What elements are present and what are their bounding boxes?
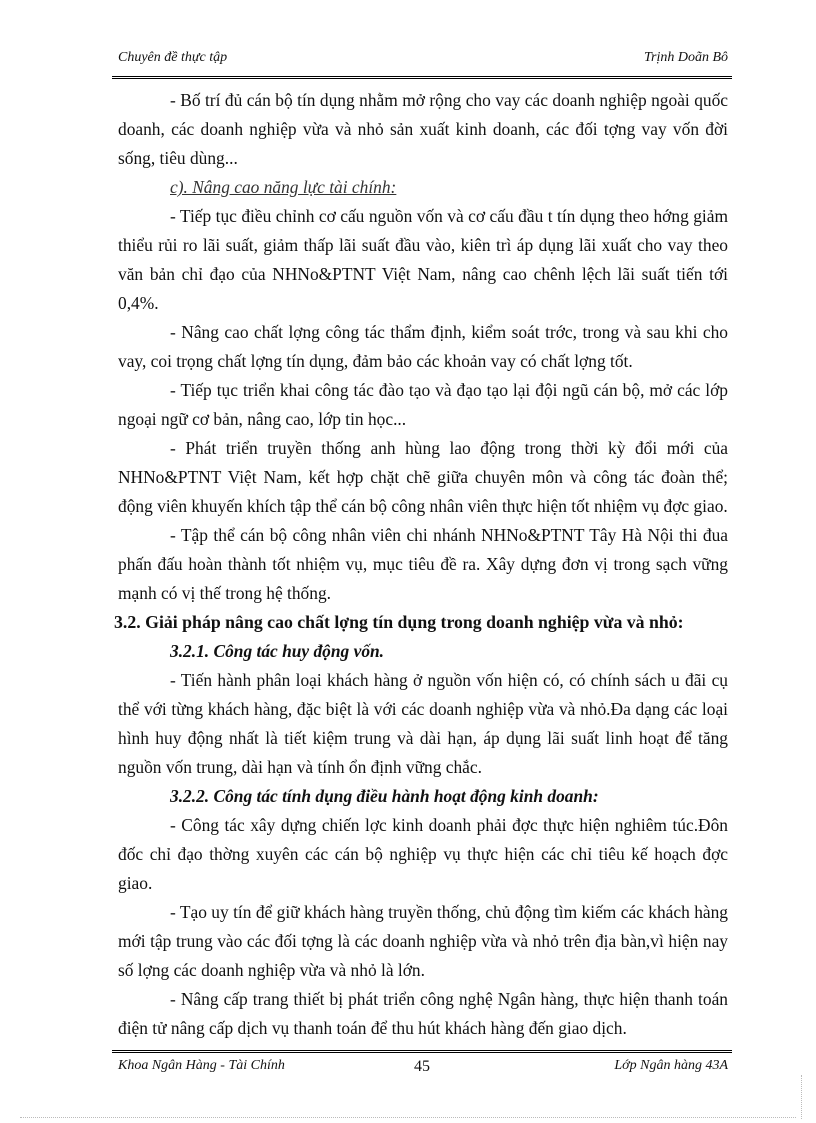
- paragraph: - Nâng cấp trang thiết bị phát triển công nghệ Ngân hàng, thực hiện thanh toán điện tử nâng cấp dịch vụ thanh toán để thu hút khách hàng đến giao dịch.: [118, 989, 728, 1038]
- page-number: 45: [414, 1058, 430, 1075]
- header-rule: [112, 76, 732, 79]
- paragraph: - Tạo uy tín để giữ khách hàng truyền thống, chủ động tìm kiếm các khách hàng mới tập trung vào các đối tợng là các doanh nghiệp vừa và nhỏ trên địa bàn,vì hiện nay số lợng các doanh nghiệp vừa và nhỏ là lớn.: [118, 902, 728, 980]
- paragraph: - Tiếp tục điều chỉnh cơ cấu nguồn vốn và cơ cấu đầu t tín dụng theo hớng giảm thiểu rủi ro lãi suất, giảm thấp lãi suất đầu vào, kiên trì áp dụng lãi xuất cho vay theo văn bản chỉ đạo của NHNo&PTNT Việt Nam, nâng cao chênh lệch lãi suất tiến tới 0,4%.: [118, 206, 728, 313]
- page-border-bottom: [20, 1117, 796, 1118]
- footer-right: Lớp Ngân hàng 43A: [614, 1058, 728, 1073]
- paragraph: - Nâng cao chất lợng công tác thẩm định, kiểm soát trớc, trong và sau khi cho vay, coi trọng chất lợng tín dụng, đảm bảo các khoản vay có chất lợng tốt.: [118, 322, 728, 371]
- subsection-title: c). Nâng cao năng lực tài chính:: [170, 177, 397, 197]
- footer-left: Khoa Ngân Hàng - Tài Chính: [118, 1058, 285, 1073]
- document-body: [114, 86, 728, 1043]
- footer-rule: [112, 1050, 732, 1053]
- paragraph: - Công tác xây dựng chiến lợc kinh doanh phải đợc thực hiện nghiêm túc.Đôn đốc chỉ đạo thờng xuyên các cán bộ nghiệp vụ thực hiện các chỉ tiêu kế hoạch đợc giao.: [118, 815, 728, 893]
- paragraph: - Phát triển truyền thống anh hùng lao động trong thời kỳ đổi mới của NHNo&PTNT Việt Nam, kết hợp chặt chẽ giữa chuyên môn và công tác đoàn thể; động viên khuyến khích tập thể cán bộ công nhân viên thực hiện tốt nhiệm vụ đợc giao.: [118, 438, 728, 516]
- header-left: Chuyên đề thực tập: [118, 50, 228, 65]
- subsection-heading: 3.2.1. Công tác huy động vốn.: [170, 641, 385, 661]
- paragraph: - Tập thể cán bộ công nhân viên chi nhánh NHNo&PTNT Tây Hà Nội thi đua phấn đấu hoàn thành tốt nhiệm vụ, mục tiêu đề ra. Xây dựng đơn vị trong sạch vững mạnh có vị thế trong hệ thống.: [118, 525, 728, 603]
- paragraph: - Tiến hành phân loại khách hàng ở nguồn vốn hiện có, có chính sách u đãi cụ thể với từng khách hàng, đặc biệt là với các doanh nghiệp vừa và nhỏ.Đa dạng các loại hình huy động nhất là tiết kiệm trung và dài hạn, áp dụng lãi suất linh hoạt để tăng nguồn vốn trung, dài hạn và tính ổn định vững chắc.: [118, 670, 728, 777]
- paragraph: - Tiếp tục triển khai công tác đào tạo và đạo tạo lại đội ngũ cán bộ, mở các lớp ngoại ngữ cơ bản, nâng cao, lớp tin học...: [118, 380, 728, 429]
- paragraph: - Bố trí đủ cán bộ tín dụng nhằm mở rộng cho vay các doanh nghiệp ngoài quốc doanh, các doanh nghiệp vừa và nhỏ sản xuất kinh doanh, các đối tợng vay vốn đời sống, tiêu dùng...: [118, 90, 728, 168]
- page-header: [118, 50, 728, 72]
- page-border-right: [801, 1075, 802, 1119]
- section-heading: 3.2. Giải pháp nâng cao chất lợng tín dụng trong doanh nghiệp vừa và nhỏ:: [114, 612, 684, 632]
- header-right: Trịnh Doãn Bô: [643, 50, 728, 65]
- subsection-heading: 3.2.2. Công tác tính dụng điều hành hoạt động kinh doanh:: [170, 786, 599, 806]
- page-footer: [118, 1058, 728, 1080]
